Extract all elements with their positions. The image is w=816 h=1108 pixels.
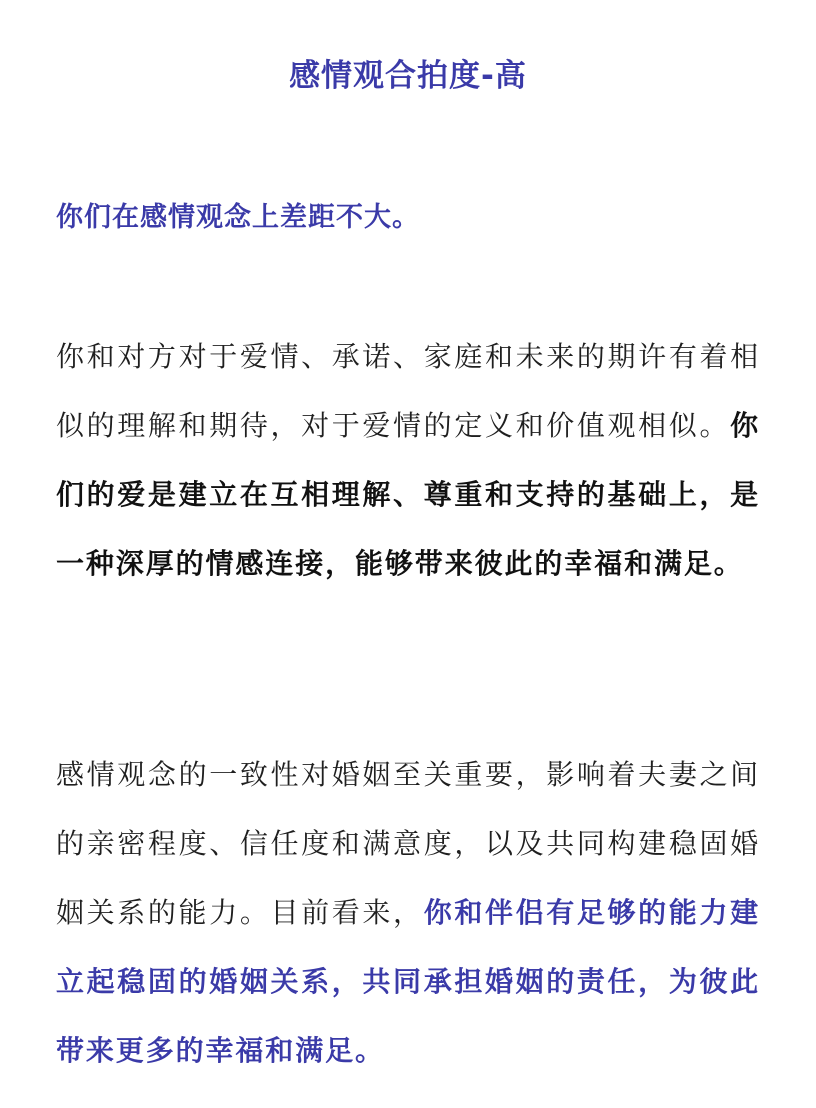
paragraph-compatibility-emphasis: 你们的爱是建立在互相理解、尊重和支持的基础上，是一种深厚的情感连接，能够带来彼此的幸福和满足。	[56, 409, 760, 580]
paragraph-compatibility-text: 你和对方对于爱情、承诺、家庭和未来的期许有着相似的理解和期待，对于爱情的定义和价值观相似。	[56, 340, 760, 442]
summary-heading: 你们在感情观念上差距不大。	[56, 202, 420, 233]
paragraph-marriage-highlight: 你和伴侣有足够的能力建立起稳固的婚姻关系，共同承担婚姻的责任，为彼此带来更多的幸福和满足。	[56, 896, 760, 1067]
paragraph-marriage-text: 感情观念的一致性对婚姻至关重要，影响着夫妻之间的亲密程度、信任度和满意度，以及共同构建稳固婚姻关系的能力。目前看来，	[56, 758, 760, 929]
paragraph-marriage	[56, 740, 760, 1085]
paragraph-compatibility	[56, 322, 760, 598]
page-title: 感情观合拍度-高	[289, 58, 527, 94]
